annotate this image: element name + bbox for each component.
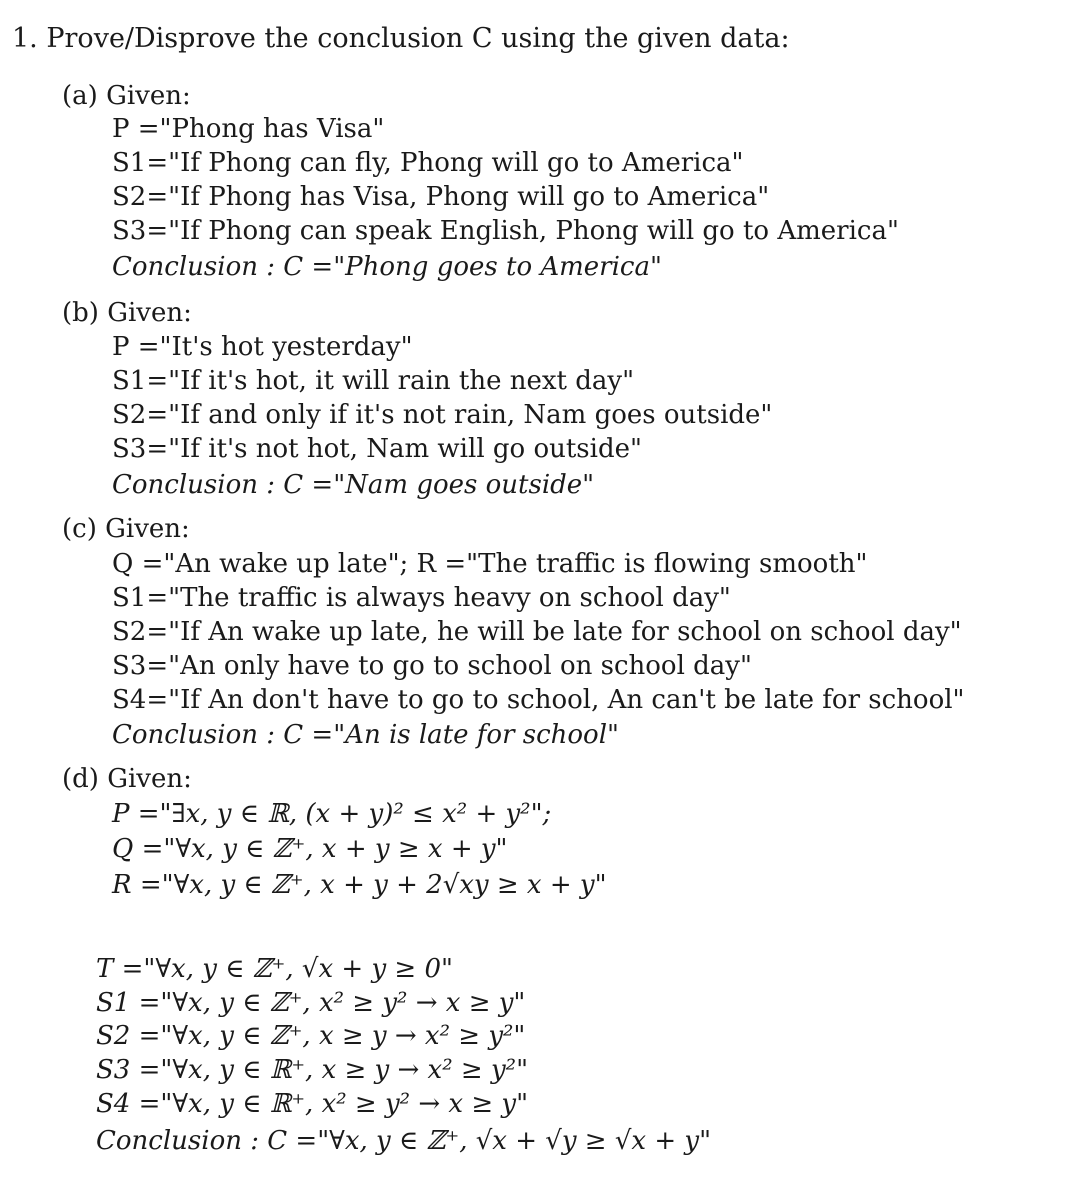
part-b-given: Given: [107, 298, 192, 328]
part-c-conclusion: Conclusion : C ="An is late for school" [112, 720, 619, 750]
part-b-label: (b) [62, 298, 99, 328]
part-d-line-r: R ="∀x, y ∈ ℤ⁺, x + y + 2√xy ≥ x + y" [112, 870, 607, 900]
problem-number: 1. [12, 23, 38, 54]
part-a-heading [62, 79, 191, 113]
part-a-label: (a) [62, 81, 98, 111]
part-a-line-s1: S1="If Phong can fly, Phong will go to America" [112, 148, 744, 178]
part-a-given: Given: [106, 81, 191, 111]
part-c-line-s3: S3="An only have to go to school on school day" [112, 651, 752, 681]
part-b-line-s1: S1="If it's hot, it will rain the next day" [112, 366, 635, 396]
problem-title: Prove/Disprove the conclusion C using the given data: [46, 23, 790, 54]
part-c-line-s2: S2="If An wake up late, he will be late for school on school day" [112, 617, 962, 647]
part-d-line-s1: S1 ="∀x, y ∈ ℤ⁺, x² ≥ y² → x ≥ y" [96, 988, 526, 1018]
part-a-line-s3: S3="If Phong can speak English, Phong will go to America" [112, 216, 899, 246]
part-c-heading [62, 512, 190, 546]
part-d-heading [62, 762, 192, 796]
part-d-label: (d) [62, 764, 99, 794]
part-d-line-s4: S4 ="∀x, y ∈ ℝ⁺, x² ≥ y² → x ≥ y" [96, 1089, 529, 1119]
part-b-line-s2: S2="If and only if it's not rain, Nam goes outside" [112, 400, 773, 430]
problem-heading [12, 22, 790, 56]
part-b-line-s3: S3="If it's not hot, Nam will go outside" [112, 434, 642, 464]
part-d-line-t: T ="∀x, y ∈ ℤ⁺, √x + y ≥ 0" [96, 954, 453, 984]
part-c-line-s1: S1="The traffic is always heavy on school day" [112, 583, 731, 613]
part-c-label: (c) [62, 514, 97, 544]
part-c-line-qr: Q ="An wake up late"; R ="The traffic is flowing smooth" [112, 549, 868, 579]
part-c-given: Given: [105, 514, 190, 544]
part-a-line-p: P ="Phong has Visa" [112, 114, 385, 144]
part-d-line-s2: S2 ="∀x, y ∈ ℤ⁺, x ≥ y → x² ≥ y²" [96, 1021, 526, 1051]
part-d-line-s3: S3 ="∀x, y ∈ ℝ⁺, x ≥ y → x² ≥ y²" [96, 1055, 529, 1085]
part-b-conclusion: Conclusion : C ="Nam goes outside" [112, 470, 595, 500]
part-c-line-s4: S4="If An don't have to go to school, An can't be late for school" [112, 685, 965, 715]
part-b-heading [62, 296, 192, 330]
part-d-line-p: P ="∃x, y ∈ ℝ, (x + y)² ≤ x² + y²"; [112, 799, 552, 829]
part-b-line-p: P ="It's hot yesterday" [112, 332, 413, 362]
part-a-line-s2: S2="If Phong has Visa, Phong will go to America" [112, 182, 770, 212]
part-a-conclusion: Conclusion : C ="Phong goes to America" [112, 252, 662, 282]
part-d-conclusion: Conclusion : C ="∀x, y ∈ ℤ⁺, √x + √y ≥ √x + y" [96, 1126, 712, 1156]
part-d-given: Given: [107, 764, 192, 794]
part-d-line-q: Q ="∀x, y ∈ ℤ⁺, x + y ≥ x + y" [112, 834, 508, 864]
